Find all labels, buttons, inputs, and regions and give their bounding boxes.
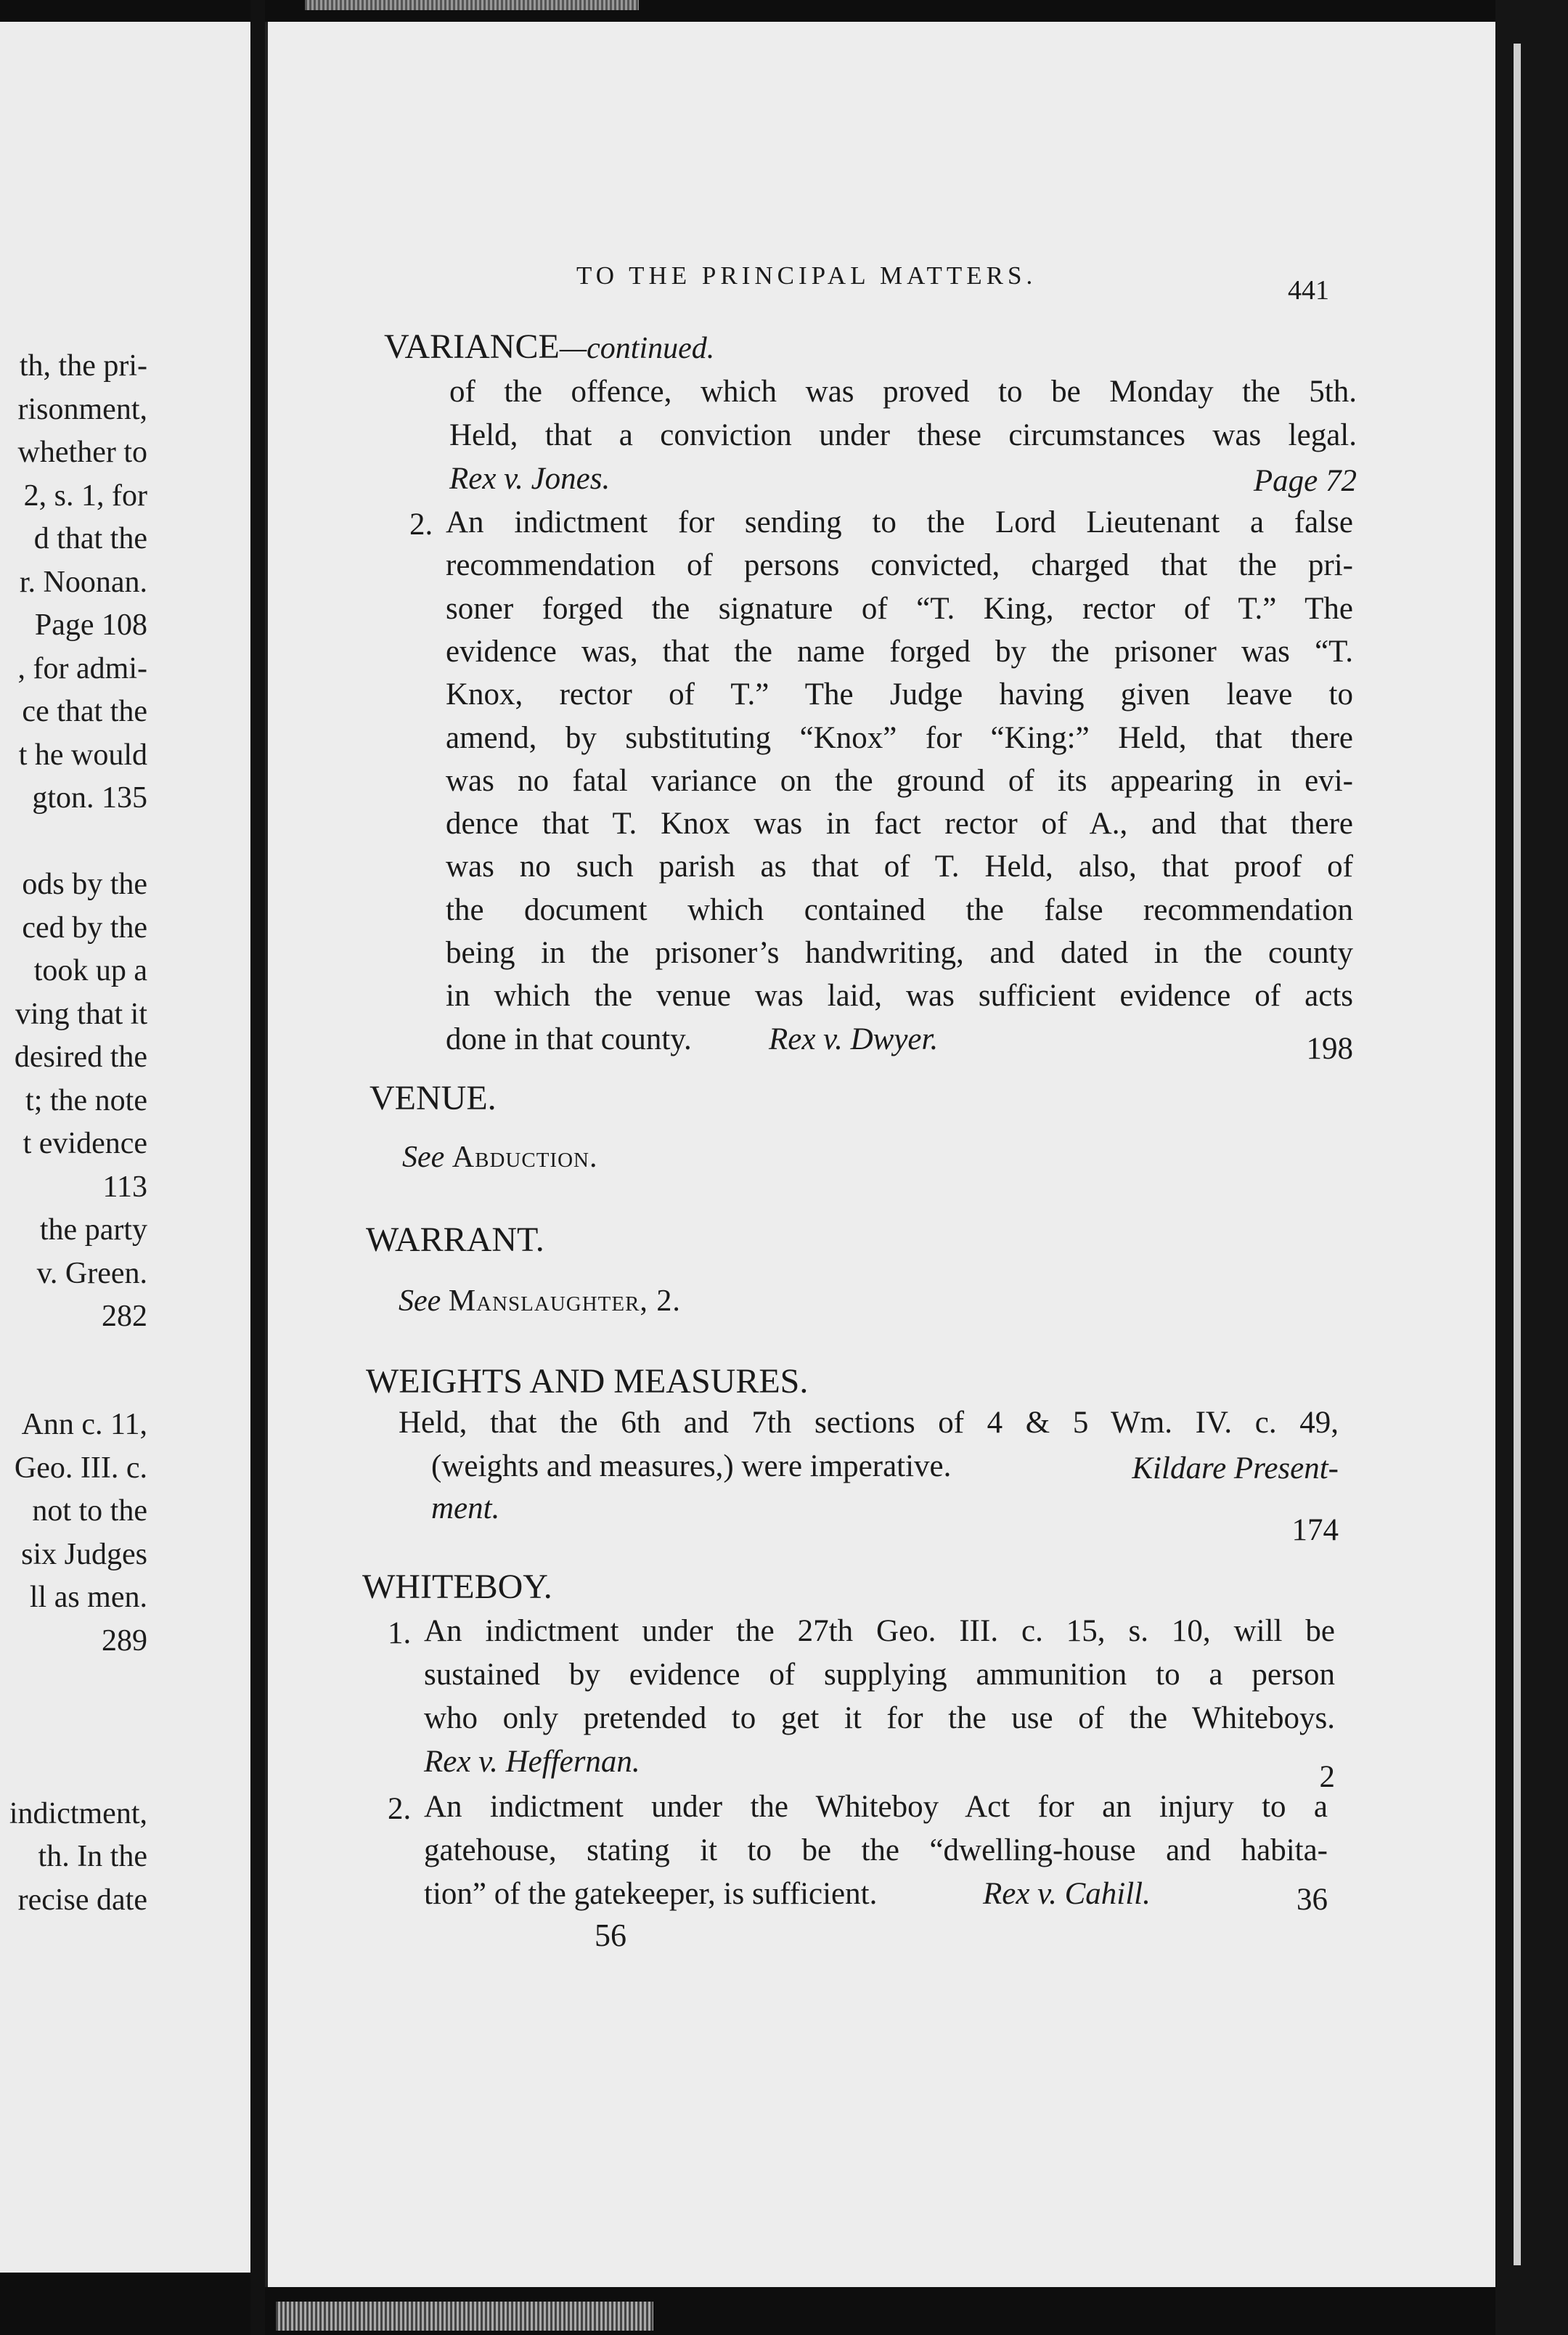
text-line: An indictment under the 27th Geo. III. c. 15, s. 10, will be (424, 1614, 1335, 1648)
entry-text (446, 507, 1353, 1088)
text-line: amend, by substituting “Knox” for “King:” Held, that there (446, 720, 1353, 755)
left-page-line: th. In the (38, 1840, 147, 1873)
page-reference: 198 (1306, 1031, 1353, 1066)
left-page-line: t evidence (23, 1127, 147, 1160)
whiteboy-entry-1 (388, 1615, 1335, 1804)
left-page-line: th, the pri- (19, 349, 147, 383)
heading-variance (384, 327, 714, 367)
left-page-line: r. Noonan. (19, 565, 147, 599)
left-page-line: Page 108 (34, 608, 147, 642)
left-page (0, 22, 250, 2273)
left-page-line: v. Green. (36, 1256, 147, 1290)
text-line: Held, that a conviction under these circumstances was legal. (449, 418, 1357, 452)
entry-text (424, 1615, 1335, 1804)
left-page-line: whether to (17, 436, 147, 469)
heading-variance-continued: —continued. (559, 332, 715, 365)
left-page-line: ce that the (22, 695, 147, 728)
text-line: in which the venue was laid, was sufficient evidence of acts (446, 979, 1353, 1014)
right-page (265, 22, 1535, 2287)
left-page-line: took up a (33, 954, 147, 987)
left-page-line: the party (39, 1213, 147, 1247)
entry-number: 2. (388, 1792, 412, 1826)
scan-artifact-top (305, 0, 639, 10)
reference-target: Abduction. (452, 1141, 598, 1174)
book-gutter (250, 0, 265, 2335)
text-line: soner forged the signature of “T. King, rector of T.” The (446, 591, 1353, 626)
left-page-line: ll as men. (29, 1581, 147, 1614)
left-page-line: desired the (14, 1040, 147, 1074)
scan-artifact-bottom (276, 2302, 653, 2331)
see-label: See (399, 1284, 441, 1318)
text-line: recommendation of persons convicted, charged that the pri- (446, 548, 1353, 583)
see-label: See (402, 1141, 445, 1174)
heading-variance-title: VARIANCE (384, 327, 560, 366)
cross-reference-venue (402, 1140, 597, 1175)
left-page-line: risonment, (17, 392, 147, 426)
entry-number: 1. (388, 1616, 412, 1650)
heading-warrant: WARRANT. (366, 1221, 544, 1259)
page-reference: 2 (1319, 1760, 1335, 1794)
text-line: dence that T. Knox was in fact rector of A., and that there (446, 807, 1353, 842)
text-line: (weights and measures,) were imperative. (431, 1449, 952, 1483)
left-page-line: 289 (102, 1623, 147, 1658)
case-citation: Rex v. Heffernan. (424, 1745, 640, 1779)
running-head: TO THE PRINCIPAL MATTERS. (576, 261, 1037, 290)
page-number: 441 (1288, 275, 1329, 306)
text-line: evidence was, that the name forged by the prisoner was “T. (446, 634, 1353, 669)
weights-entry (399, 1407, 1339, 1552)
text-line: of the offence, which was proved to be Monday the 5th. (449, 375, 1357, 409)
case-citation: Kildare Present- (1132, 1451, 1339, 1486)
left-page-line: Geo. III. c. (14, 1451, 147, 1485)
left-page-line: indictment, (9, 1796, 147, 1830)
page-reference: 36 (1297, 1883, 1328, 1917)
left-page-line: Ann c. 11, (21, 1408, 147, 1441)
text-line: sustained by evidence of supplying ammunition to a person (424, 1658, 1335, 1692)
left-page-line: ods by the (22, 868, 147, 901)
case-citation-continued: ment. (431, 1491, 500, 1525)
entry-number: 2. (409, 508, 433, 542)
page-content (268, 22, 1535, 2287)
left-page-line: gton. 135 (32, 781, 147, 815)
text-line: being in the prisoner’s handwriting, and dated in the county (446, 936, 1353, 970)
signature-mark: 56 (595, 1918, 626, 1953)
left-page-line: t; the note (25, 1083, 147, 1117)
left-page-line: 282 (102, 1300, 147, 1333)
case-citation: Rex v. Jones. (449, 462, 611, 496)
text-line: An indictment under the Whiteboy Act for an injury to a (424, 1790, 1328, 1824)
heading-venue: VENUE. (369, 1079, 497, 1117)
text-line: gatehouse, stating it to be the “dwelling-house and habita- (424, 1833, 1328, 1867)
variance-entry-1 (449, 376, 1357, 521)
heading-weights-and-measures: WEIGHTS AND MEASURES. (366, 1362, 809, 1401)
left-page-line: not to the (32, 1494, 147, 1528)
left-page-line: 2, s. 1, for (23, 478, 147, 513)
left-page-line: six Judges (21, 1537, 147, 1571)
left-page-line: ving that it (15, 997, 147, 1031)
text-line: the document which contained the false recommendation (446, 892, 1353, 927)
left-page-line: , for admi- (17, 651, 147, 685)
left-page-line: t he would (18, 738, 147, 772)
whiteboy-entry-2 (388, 1791, 1328, 1936)
text-line: Knox, rector of T.” The Judge having given leave to (446, 677, 1353, 712)
text-line: was no such parish as that of T. Held, also, that proof of (446, 849, 1353, 884)
case-citation: Rex v. Dwyer. (769, 1022, 939, 1056)
text-line: done in that county. (446, 1022, 692, 1056)
cross-reference-warrant (399, 1284, 681, 1319)
case-citation: Rex v. Cahill. (983, 1877, 1151, 1911)
right-book-edge (1495, 0, 1568, 2335)
text-line: who only pretended to get it for the use of the Whiteboys. (424, 1701, 1335, 1735)
variance-entry-2 (409, 507, 1353, 1088)
page-edge-strip (1514, 44, 1521, 2265)
text-line: was no fatal variance on the ground of its appearing in evi- (446, 763, 1353, 798)
text-line: An indictment for sending to the Lord Lieutenant a false (446, 505, 1353, 539)
left-page-line: recise date (17, 1883, 147, 1917)
reference-target: Manslaughter, 2. (448, 1284, 681, 1318)
text-line: Held, that the 6th and 7th sections of 4 & 5 Wm. IV. c. 49, (399, 1406, 1339, 1440)
page-reference: Page 72 (1253, 464, 1357, 498)
left-page-line: 113 (102, 1170, 147, 1204)
entry-text (424, 1791, 1328, 1936)
heading-whiteboy: WHITEBOY. (362, 1568, 552, 1606)
text-line: tion” of the gatekeeper, is sufficient. (424, 1877, 878, 1911)
left-page-line: d that the (33, 522, 147, 555)
page-reference: 174 (1291, 1513, 1339, 1547)
left-page-line: ced by the (22, 910, 147, 945)
